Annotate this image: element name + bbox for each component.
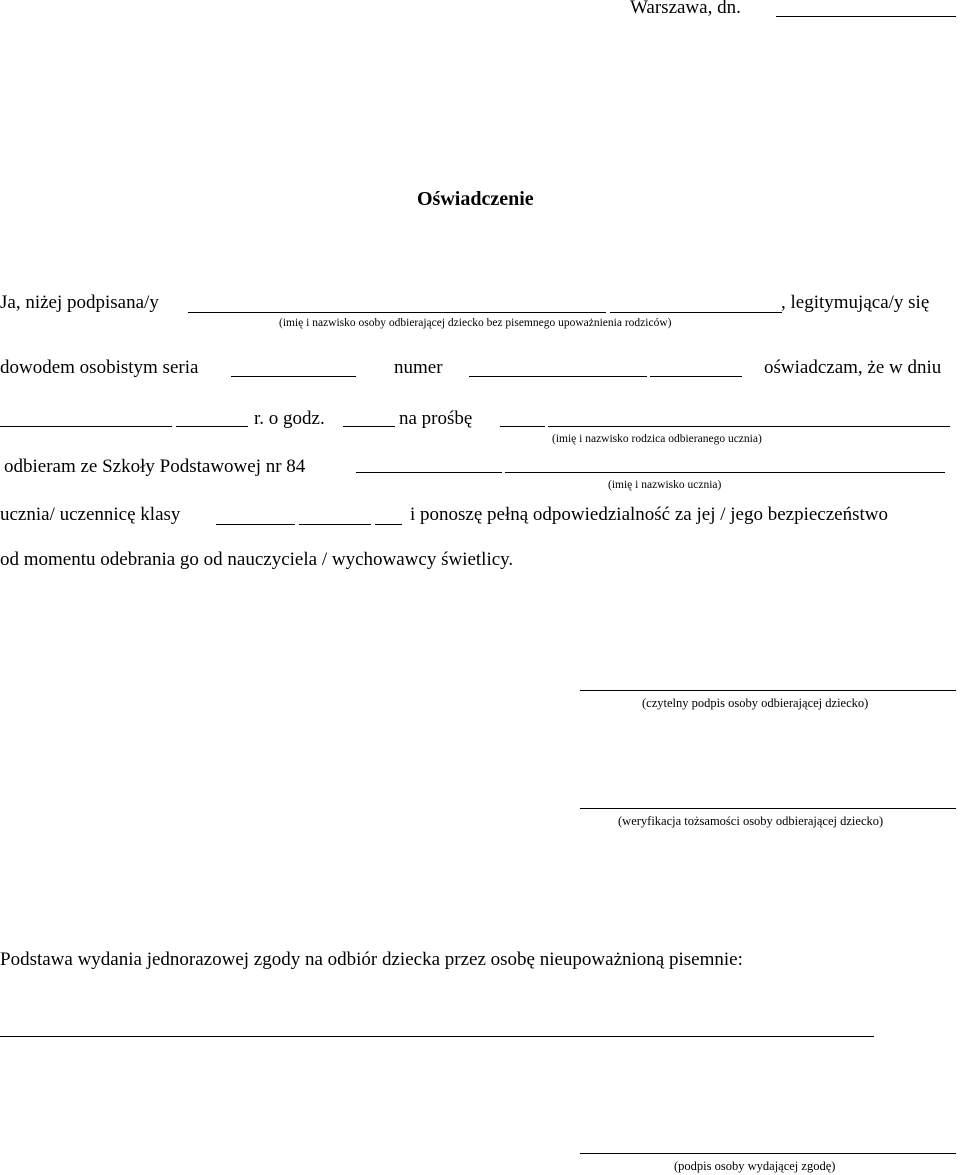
line5-suffix: i ponoszę pełną odpowiedzialność za jej / jego bezpieczeństwo <box>410 504 888 525</box>
id-number-field[interactable] <box>469 376 647 377</box>
parent-name-caption: (imię i nazwisko rodzica odbieranego ucznia) <box>552 433 762 445</box>
document-title: Oświadczenie <box>417 188 534 210</box>
pickup-person-name-field-ext[interactable] <box>610 312 782 313</box>
date-label: Warszawa, dn. <box>630 0 741 18</box>
class-field-ext2[interactable] <box>375 524 402 525</box>
pickup-person-name-field[interactable] <box>188 312 606 313</box>
identity-verification-caption: (weryfikacja tożsamości osoby odbierającej dziecko) <box>618 814 884 828</box>
id-series-field[interactable] <box>231 376 356 377</box>
class-field[interactable] <box>216 524 295 525</box>
line4-prefix: odbieram ze Szkoły Podstawowej nr 84 <box>4 456 306 477</box>
class-field-ext[interactable] <box>299 524 371 525</box>
student-name-field[interactable] <box>356 472 502 473</box>
issuer-signature-line[interactable] <box>580 1153 956 1154</box>
pickup-date-field[interactable] <box>0 426 172 427</box>
line6-text: od momentu odebrania go od nauczyciela / wychowawcy świetlicy. <box>0 549 514 570</box>
basis-label: Podstawa wydania jednorazowej zgody na odbiór dziecka przez osobę nieupoważnioną pisemnie: <box>0 949 743 970</box>
pickup-date-field-ext[interactable] <box>176 426 248 427</box>
date-field[interactable] <box>776 16 956 17</box>
basis-field[interactable] <box>0 1036 874 1037</box>
parent-name-field[interactable] <box>500 426 545 427</box>
parent-name-field-ext[interactable] <box>548 426 950 427</box>
student-name-caption: (imię i nazwisko ucznia) <box>608 479 722 491</box>
line3-time-label: r. o godz. <box>254 408 325 429</box>
line1-prefix: Ja, niżej podpisana/y <box>0 292 159 313</box>
pickup-time-field[interactable] <box>343 426 395 427</box>
pickup-person-caption: (imię i nazwisko osoby odbierającej dziecko bez pisemnego upoważnienia rodziców) <box>279 317 672 329</box>
line2-suffix: oświadczam, że w dniu <box>764 357 942 378</box>
identity-verification-line[interactable] <box>580 808 956 809</box>
id-number-field-ext[interactable] <box>650 376 742 377</box>
student-name-field-ext[interactable] <box>505 472 945 473</box>
reader-signature-line[interactable] <box>580 690 956 691</box>
line1-suffix: , legitymująca/y się <box>781 292 930 313</box>
line5-prefix: ucznia/ uczennicę klasy <box>0 504 181 525</box>
issuer-signature-caption: (podpis osoby wydającej zgodę) <box>674 1159 836 1173</box>
reader-signature-caption: (czytelny podpis osoby odbierającej dziecko) <box>642 696 869 710</box>
line2-prefix: dowodem osobistym seria <box>0 357 199 378</box>
line2-middle: numer <box>394 357 443 378</box>
line3-request-label: na prośbę <box>399 408 473 429</box>
